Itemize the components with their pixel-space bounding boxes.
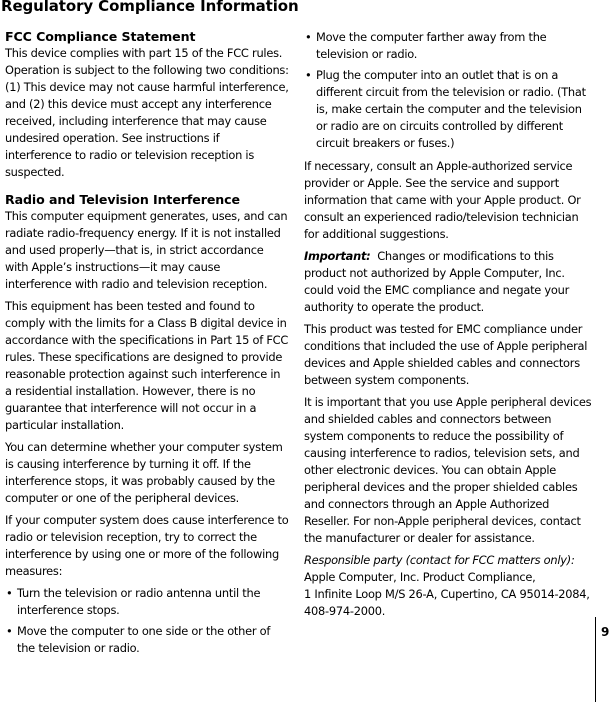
important-paragraph (304, 248, 594, 316)
list-item: • Move the computer to one side or the other of the television or radio. (5, 623, 289, 657)
important-label: Important: (304, 249, 371, 263)
important-text: Changes or modifications to this product not authorized by Apple Computer, Inc. could void the EMC compliance and negate your authority to operate the product. (304, 249, 570, 314)
fcc-heading: FCC Compliance Statement (5, 29, 196, 44)
list-item: • Move the computer farther away from the television or radio. (304, 29, 594, 63)
list-item: • Turn the television or radio antenna until the interference stops. (5, 585, 289, 619)
rti-paragraph-2: This equipment has been tested and found to comply with the limits for a Class B digital device in accordance with the specifications in Part 15 of FCC rules. These specifications are designed to provide reasonable protection against such interference in a residential installation. However, there is no guarantee that interference will not occur in a particular installation. (5, 299, 289, 432)
page-number: 9 (601, 625, 610, 639)
page-edge-rule (595, 617, 596, 702)
responsible-party (304, 552, 594, 620)
emc-test-paragraph: This product was tested for EMC compliance under conditions that included the use of Apple peripheral devices and Apple shielded cables and connectors between system components. (304, 322, 588, 387)
rti-paragraph-1: This computer equipment generates, uses, and can radiate radio-frequency energy. If it is not installed and used properly—that is, in strict accordance with Apple’s instructions—it may cause interference with radio and television reception. (5, 209, 288, 291)
left-column (5, 29, 289, 663)
service-paragraph: If necessary, consult an Apple-authorized service provider or Apple. See the service and support information that came with your Apple product. Or consult an experienced radio/television technician for additional suggestions. (304, 159, 581, 241)
measures-list-left (5, 585, 289, 657)
responsible-line-3: 408-974-2000. (304, 604, 386, 618)
rti-paragraph-4: If your computer system does cause interference to radio or television reception, try to correct the interference by using one or more of the following measures: (5, 513, 289, 578)
rti-heading: Radio and Television Interference (5, 192, 240, 207)
peripheral-paragraph: It is important that you use Apple peripheral devices and shielded cables and connectors between system components to reduce the possibility of causing interference to radios, television sets, and other electronic devices. You can obtain Apple peripheral devices and the proper shielded cables and connectors through an Apple Authorized Reseller. For non-Apple peripheral devices, contact the manufacturer or dealer for assistance. (304, 395, 592, 545)
list-item: • Plug the computer into an outlet that is on a different circuit from the television or radio. (That is, make certain the computer and the television or radio are on circuits controlled by different circuit breakers or fuses.) (304, 67, 594, 152)
responsible-line-1: Apple Computer, Inc. Product Compliance, (304, 570, 536, 584)
page-title: Regulatory Compliance Information (1, 0, 299, 15)
rti-paragraph-3: You can determine whether your computer system is causing interference by turning it off. If the interference stops, it was probably caused by the computer or one of the peripheral devices. (5, 440, 283, 505)
fcc-statement: This device complies with part 15 of the FCC rules. Operation is subject to the following two conditions: (1) This device may not cause harmful interference, and (2) this device must accept any interference received, including interference that may cause undesired operation. See instructions if interference to radio or television reception is suspected. (5, 46, 289, 179)
right-column (304, 29, 594, 620)
responsible-label: Responsible party (contact for FCC matters only): (304, 553, 575, 567)
measures-list-right (304, 29, 594, 152)
responsible-line-2: 1 Infinite Loop M/S 26-A, Cupertino, CA 95014-2084, (304, 587, 590, 601)
